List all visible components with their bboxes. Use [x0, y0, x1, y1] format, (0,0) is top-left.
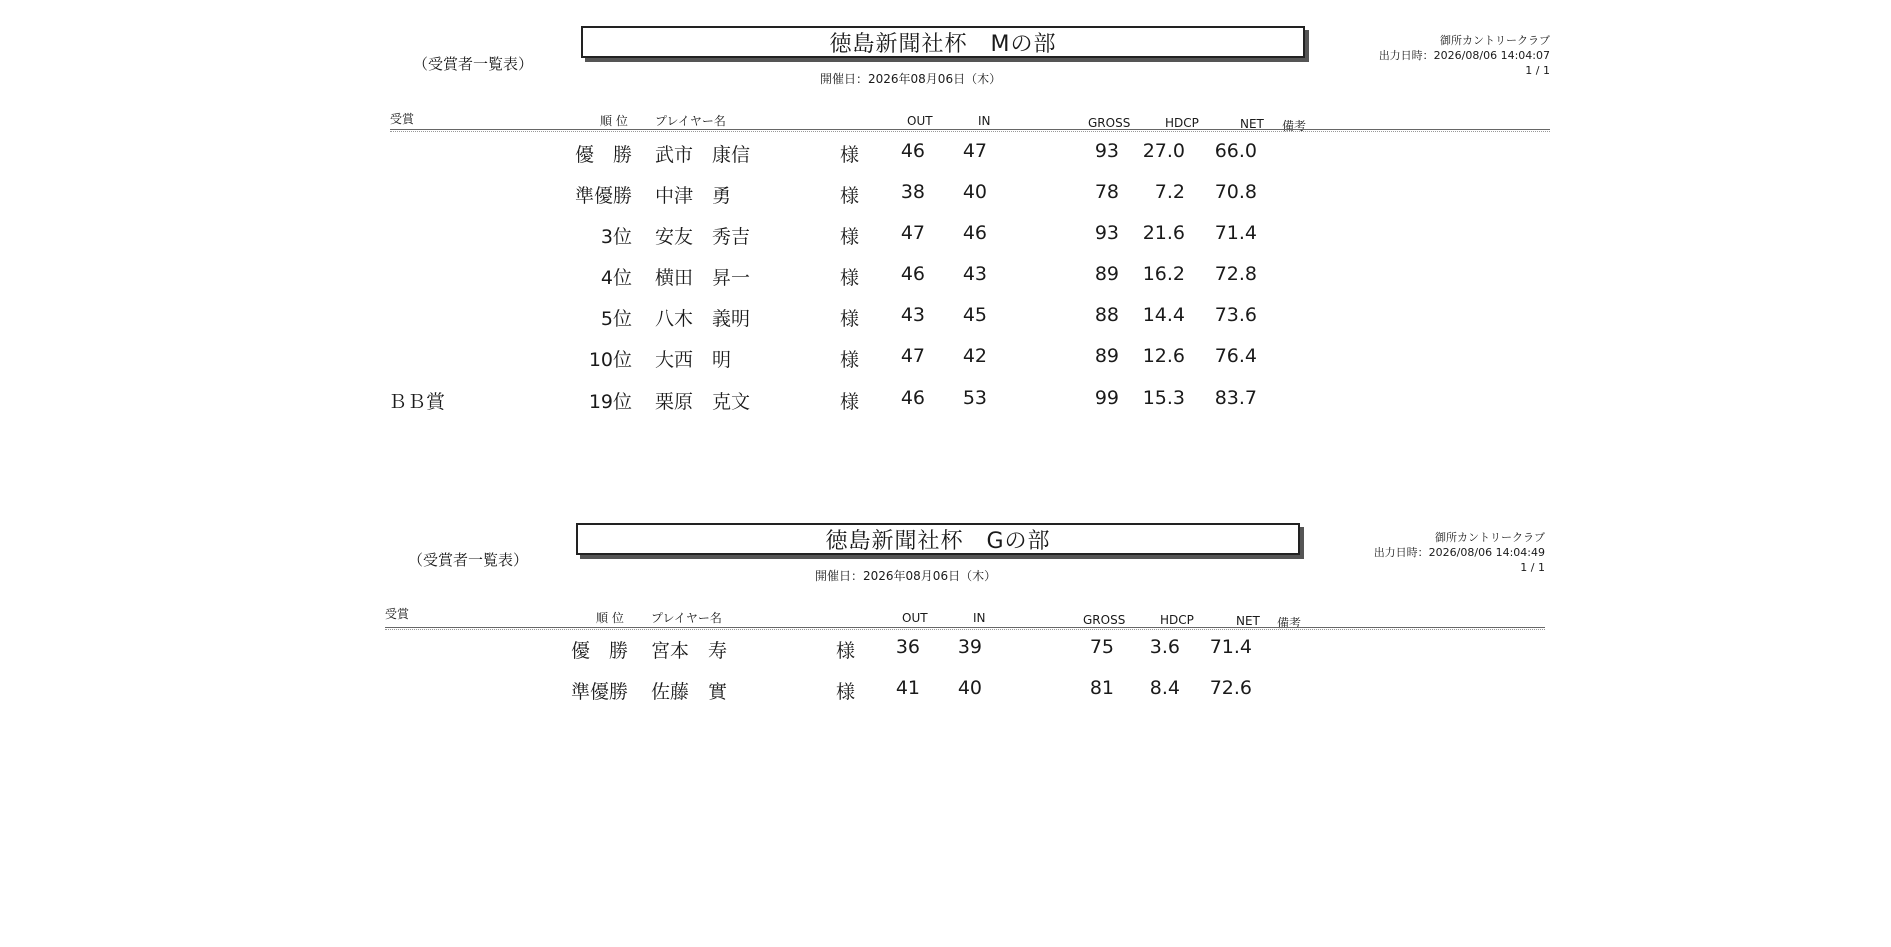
header-hdcp: HDCP [1160, 613, 1194, 627]
header-note: 備考 [1277, 616, 1302, 630]
net-score: 72.6 [1209, 677, 1252, 699]
header-player: プレイヤー名 [655, 114, 726, 128]
in-score: 47 [962, 140, 987, 162]
page-number: 1 / 1 [1520, 561, 1545, 574]
honorific: 様 [836, 640, 856, 662]
header-rule [390, 129, 1550, 132]
net-score: 66.0 [1214, 140, 1257, 162]
header-gross: GROSS [1088, 116, 1131, 130]
section-subtitle: （受賞者一覧表） [413, 55, 534, 73]
header-in: IN [978, 114, 991, 128]
hdcp-value: 16.2 [1142, 263, 1185, 285]
header-out: OUT [902, 611, 928, 625]
honorific: 様 [840, 185, 860, 207]
printed-datetime: 出力日時：2026/08/06 14:04:07 [1378, 49, 1550, 62]
header-gross: GROSS [1083, 613, 1126, 627]
table-row [0, 636, 1891, 664]
gross-score: 99 [1094, 387, 1119, 409]
gross-score: 89 [1094, 263, 1119, 285]
gross-score: 93 [1094, 140, 1119, 162]
printed-datetime: 出力日時：2026/08/06 14:04:49 [1373, 546, 1545, 559]
header-rank: 順 位 [600, 114, 628, 128]
player-name: 宮本 寿 [651, 640, 728, 662]
table-row [0, 677, 1891, 705]
rank-cell: 19位 [588, 391, 632, 413]
header-net: NET [1236, 614, 1260, 628]
player-name: 横田 昇一 [655, 267, 751, 289]
honorific: 様 [840, 391, 860, 413]
net-score: 72.8 [1214, 263, 1257, 285]
table-row [0, 140, 1891, 168]
header-award: 受賞 [385, 607, 410, 621]
header-net: NET [1240, 117, 1264, 131]
in-score: 45 [962, 304, 987, 326]
hdcp-value: 12.6 [1142, 345, 1185, 367]
out-score: 46 [900, 387, 925, 409]
gross-score: 89 [1094, 345, 1119, 367]
player-name: 武市 康信 [655, 144, 751, 166]
in-score: 43 [962, 263, 987, 285]
event-date: 開催日：2026年08月06日（木） [820, 72, 1002, 86]
section-subtitle: （受賞者一覧表） [408, 551, 529, 569]
table-row [0, 222, 1891, 250]
net-score: 73.6 [1214, 304, 1257, 326]
gross-score: 88 [1094, 304, 1119, 326]
player-name: 佐藤 實 [651, 681, 728, 703]
out-score: 47 [900, 222, 925, 244]
rank-cell: 優 勝 [570, 640, 628, 662]
in-score: 39 [957, 636, 982, 658]
net-score: 71.4 [1209, 636, 1252, 658]
honorific: 様 [840, 349, 860, 371]
page-number: 1 / 1 [1525, 64, 1550, 77]
header-rule [385, 627, 1545, 630]
player-name: 八木 義明 [655, 308, 751, 330]
rank-cell: 準優勝 [574, 185, 632, 207]
table-row [0, 263, 1891, 291]
player-name: 中津 勇 [655, 185, 732, 207]
hdcp-value: 21.6 [1142, 222, 1185, 244]
award-cell: ＢＢ賞 [388, 391, 446, 413]
table-row [0, 181, 1891, 209]
honorific: 様 [840, 308, 860, 330]
in-score: 40 [962, 181, 987, 203]
out-score: 36 [895, 636, 920, 658]
gross-score: 93 [1094, 222, 1119, 244]
rank-cell: 優 勝 [574, 144, 632, 166]
player-name: 大西 明 [655, 349, 732, 371]
hdcp-value: 8.4 [1149, 677, 1180, 699]
event-date: 開催日：2026年08月06日（木） [815, 569, 997, 583]
club-name: 御所カントリークラブ [1435, 531, 1545, 544]
in-score: 53 [962, 387, 987, 409]
rank-cell: 準優勝 [570, 681, 628, 703]
hdcp-value: 14.4 [1142, 304, 1185, 326]
honorific: 様 [840, 144, 860, 166]
header-player: プレイヤー名 [651, 611, 722, 625]
hdcp-value: 7.2 [1154, 181, 1185, 203]
in-score: 46 [962, 222, 987, 244]
section-title: 徳島新聞社杯 Gの部 [576, 523, 1300, 555]
gross-score: 75 [1089, 636, 1114, 658]
table-row [0, 387, 1891, 415]
honorific: 様 [840, 267, 860, 289]
player-name: 栗原 克文 [655, 391, 751, 413]
net-score: 70.8 [1214, 181, 1257, 203]
rank-cell: 10位 [588, 349, 632, 371]
header-note: 備考 [1282, 119, 1307, 133]
out-score: 46 [900, 263, 925, 285]
rank-cell: 3位 [600, 226, 632, 248]
out-score: 41 [895, 677, 920, 699]
net-score: 76.4 [1214, 345, 1257, 367]
net-score: 71.4 [1214, 222, 1257, 244]
hdcp-value: 15.3 [1142, 387, 1185, 409]
header-out: OUT [907, 114, 933, 128]
in-score: 42 [962, 345, 987, 367]
out-score: 46 [900, 140, 925, 162]
honorific: 様 [840, 226, 860, 248]
section-title: 徳島新聞社杯 Mの部 [581, 26, 1305, 58]
hdcp-value: 3.6 [1149, 636, 1180, 658]
club-name: 御所カントリークラブ [1440, 34, 1550, 47]
out-score: 43 [900, 304, 925, 326]
gross-score: 78 [1094, 181, 1119, 203]
gross-score: 81 [1089, 677, 1114, 699]
header-in: IN [973, 611, 986, 625]
honorific: 様 [836, 681, 856, 703]
header-rank: 順 位 [596, 611, 624, 625]
rank-cell: 4位 [600, 267, 632, 289]
player-name: 安友 秀吉 [655, 226, 751, 248]
in-score: 40 [957, 677, 982, 699]
hdcp-value: 27.0 [1142, 140, 1185, 162]
table-row [0, 345, 1891, 373]
out-score: 47 [900, 345, 925, 367]
header-hdcp: HDCP [1165, 116, 1199, 130]
out-score: 38 [900, 181, 925, 203]
net-score: 83.7 [1214, 387, 1257, 409]
table-row [0, 304, 1891, 332]
header-award: 受賞 [390, 112, 415, 126]
rank-cell: 5位 [600, 308, 632, 330]
